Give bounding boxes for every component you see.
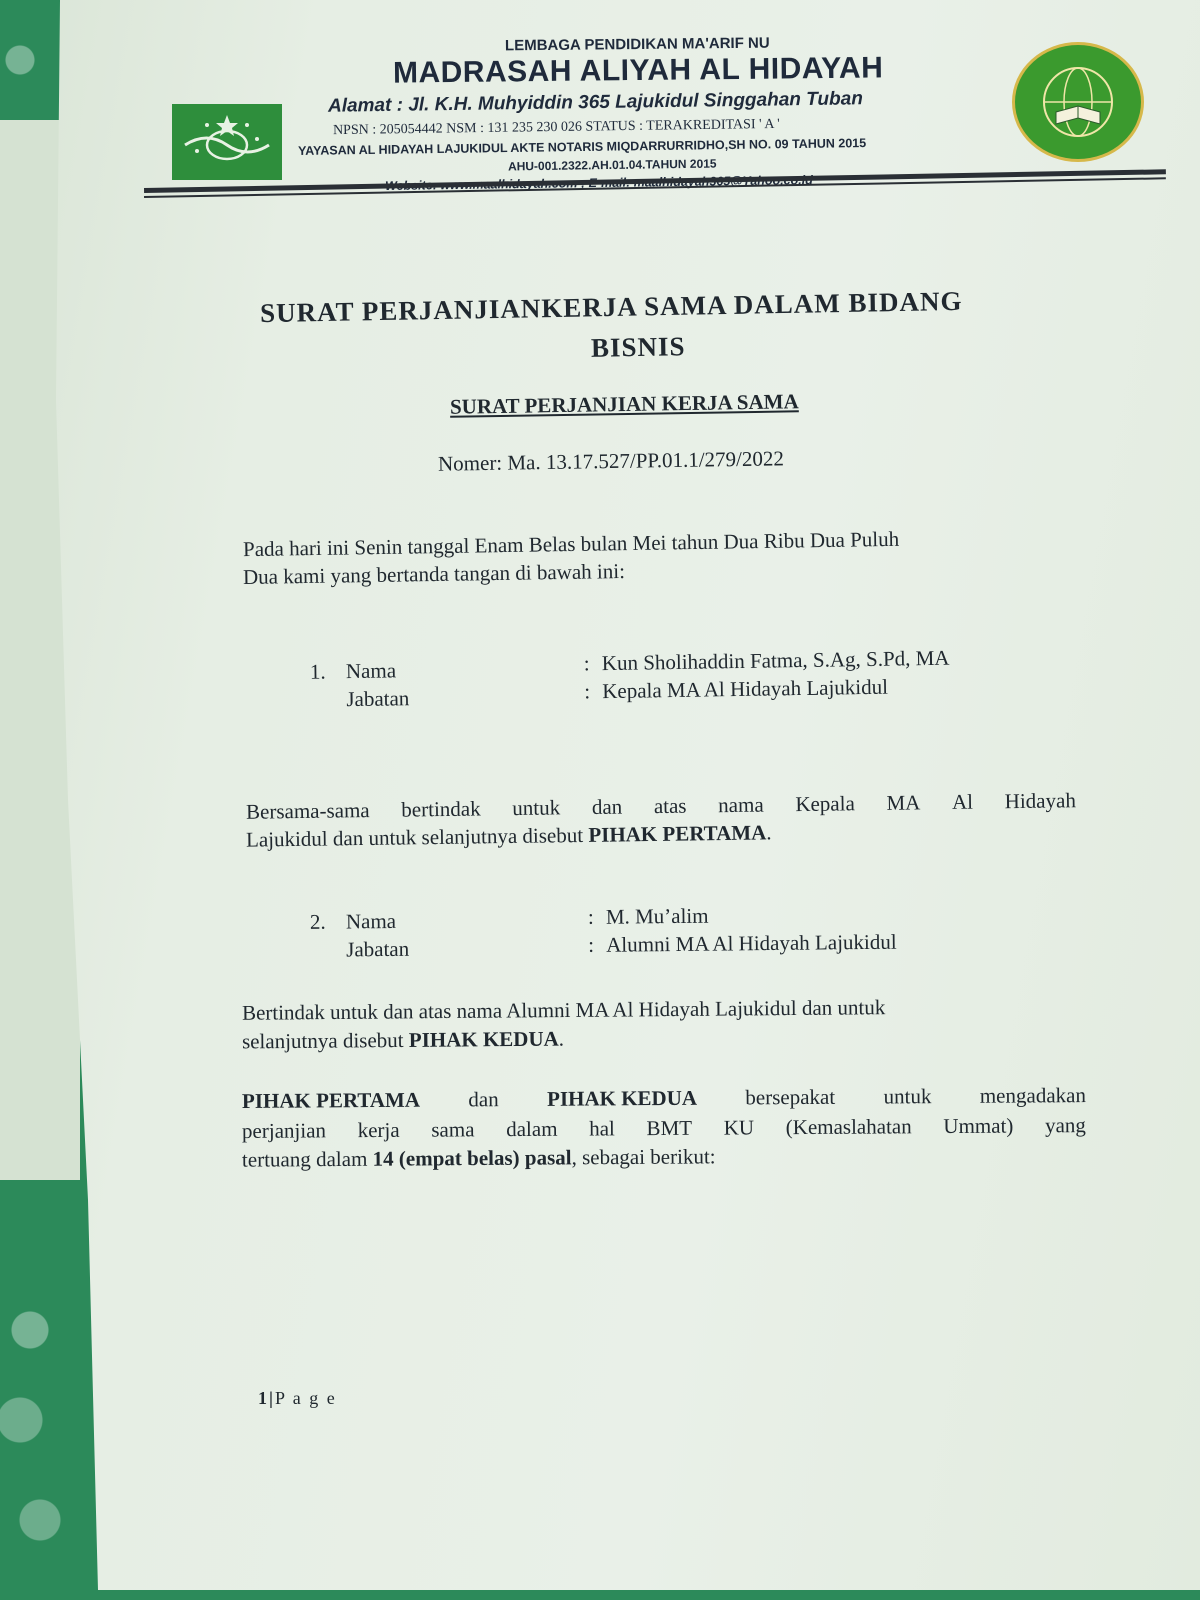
party-1-name-value: Kun Sholihaddin Fatma, S.Ag, S.Pd, MA xyxy=(601,645,950,676)
agreement-word: Ummat) xyxy=(943,1113,1014,1139)
agreement-word: perjanjian xyxy=(241,1118,327,1143)
party-2-position-colon: : xyxy=(588,932,595,957)
desc-word: untuk xyxy=(512,795,561,821)
party-2-block xyxy=(310,890,1041,968)
nu-emblem-icon xyxy=(177,111,277,173)
party-2-name-label: Nama xyxy=(345,908,397,934)
desc-period: . xyxy=(558,1026,565,1051)
party-2-number: 2. xyxy=(309,909,326,934)
agreement-word: dan xyxy=(468,1087,499,1112)
foundation-name: LEMBAGA PENDIDIKAN MA'ARIF NU xyxy=(504,34,770,55)
desc-text: Lajukidul dan untuk selanjutnya disebut xyxy=(245,822,589,852)
article-count: 14 (empat belas) pasal xyxy=(372,1145,572,1171)
desc-word: Hidayah xyxy=(1004,788,1077,814)
agreement-line-3 xyxy=(242,1144,716,1172)
agreement-word: hal xyxy=(589,1116,615,1141)
document-title: SURAT PERJANJIANKERJA SAMA DALAM BIDANG xyxy=(259,285,963,329)
party-2-name-colon: : xyxy=(587,904,594,929)
agreement-text: tertuang dalam xyxy=(241,1146,373,1172)
desc-word: atas xyxy=(653,793,687,819)
desc-word: dan xyxy=(591,794,623,819)
desc-text: selanjutnya disebut xyxy=(241,1027,409,1054)
desc-word: nama xyxy=(718,792,764,818)
party-2-position-label: Jabatan xyxy=(346,936,410,962)
pihak-kedua-label: PIHAK KEDUA xyxy=(546,1085,698,1111)
party-2-name-value: M. Mu’alim xyxy=(605,903,709,929)
agreement-word: sama xyxy=(431,1117,475,1142)
agreement-word: BMT xyxy=(646,1115,693,1141)
party-2-description-line-1: Bertindak untuk dan atas nama Alumni MA Al Hidayah Lajukidul dan untuk xyxy=(241,995,886,1025)
registry-numbers: NPSN : 205054442 NSM : 131 235 230 026 STATUS : TERAKREDITASI ' A ' xyxy=(332,116,780,139)
nu-logo xyxy=(172,104,282,180)
party-1-number: 1. xyxy=(309,659,326,684)
globe-book-icon xyxy=(1030,58,1126,146)
agreement-text-end: , sebagai berikut: xyxy=(571,1144,716,1170)
pihak-kedua-label: PIHAK KEDUA xyxy=(408,1026,559,1052)
agreement-word: KU xyxy=(723,1115,755,1140)
agreement-word: bersepakat xyxy=(745,1084,836,1110)
agreement-word: dalam xyxy=(506,1116,558,1142)
desc-word: Kepala xyxy=(795,791,855,817)
page-footer xyxy=(258,1388,337,1409)
agreement-word: mengadakan xyxy=(979,1083,1087,1108)
agreement-word: kerja xyxy=(357,1117,400,1143)
notary-info: YAYASAN AL HIDAYAH LAJUKIDUL AKTE NOTARIS MIQDARRURRIDHO,SH NO. 09 TAHUN 2015 xyxy=(297,136,867,158)
page-number: 1 xyxy=(258,1388,269,1408)
party-1-name-colon: : xyxy=(583,651,590,676)
desc-word: MA xyxy=(886,790,921,815)
desc-period: . xyxy=(766,820,772,845)
document-title-continued: BISNIS xyxy=(590,331,686,363)
agreement-word: (Kemaslahatan xyxy=(785,1114,912,1140)
madrasah-seal-logo xyxy=(1012,42,1144,162)
school-name: MADRASAH ALIYAH AL HIDAYAH xyxy=(392,51,884,90)
agreement-word: untuk xyxy=(883,1084,932,1109)
party-1-name-label: Nama xyxy=(345,658,397,684)
document-subtitle: SURAT PERJANJIAN KERJA SAMA xyxy=(449,389,799,419)
party-2-description-line-2 xyxy=(242,1027,564,1055)
ahu-number: AHU-001.2322.AH.01.04.TAHUN 2015 xyxy=(507,156,717,174)
party-1-block xyxy=(309,634,1040,715)
desc-word: bertindak xyxy=(401,796,481,822)
page-label: P a g e xyxy=(274,1388,337,1408)
pihak-pertama-label: PIHAK PERTAMA xyxy=(588,820,767,847)
party-2-position-value: Alumni MA Al Hidayah Lajukidul xyxy=(606,929,897,957)
pihak-pertama-label: PIHAK PERTAMA xyxy=(241,1087,421,1113)
document-number: Nomer: Ma. 13.17.527/PP.01.1/279/2022 xyxy=(437,446,785,476)
school-address: Alamat : Jl. K.H. Muhyiddin 365 Lajukidul Singgahan Tuban xyxy=(327,88,864,117)
party-1-position-value: Kepala MA Al Hidayah Lajukidul xyxy=(602,674,889,704)
party-1-position-colon: : xyxy=(584,679,591,704)
party-1-position-label: Jabatan xyxy=(346,686,410,712)
intro-line-1: Pada hari ini Senin tanggal Enam Belas bulan Mei tahun Dua Ribu Dua Puluh xyxy=(242,526,900,562)
agreement-word: yang xyxy=(1044,1113,1086,1138)
page-separator: | xyxy=(269,1388,275,1408)
intro-line-2: Dua kami yang bertanda tangan di bawah ini: xyxy=(242,559,626,589)
desc-word: Al xyxy=(951,789,974,814)
desc-word: Bersama-sama xyxy=(245,798,370,824)
